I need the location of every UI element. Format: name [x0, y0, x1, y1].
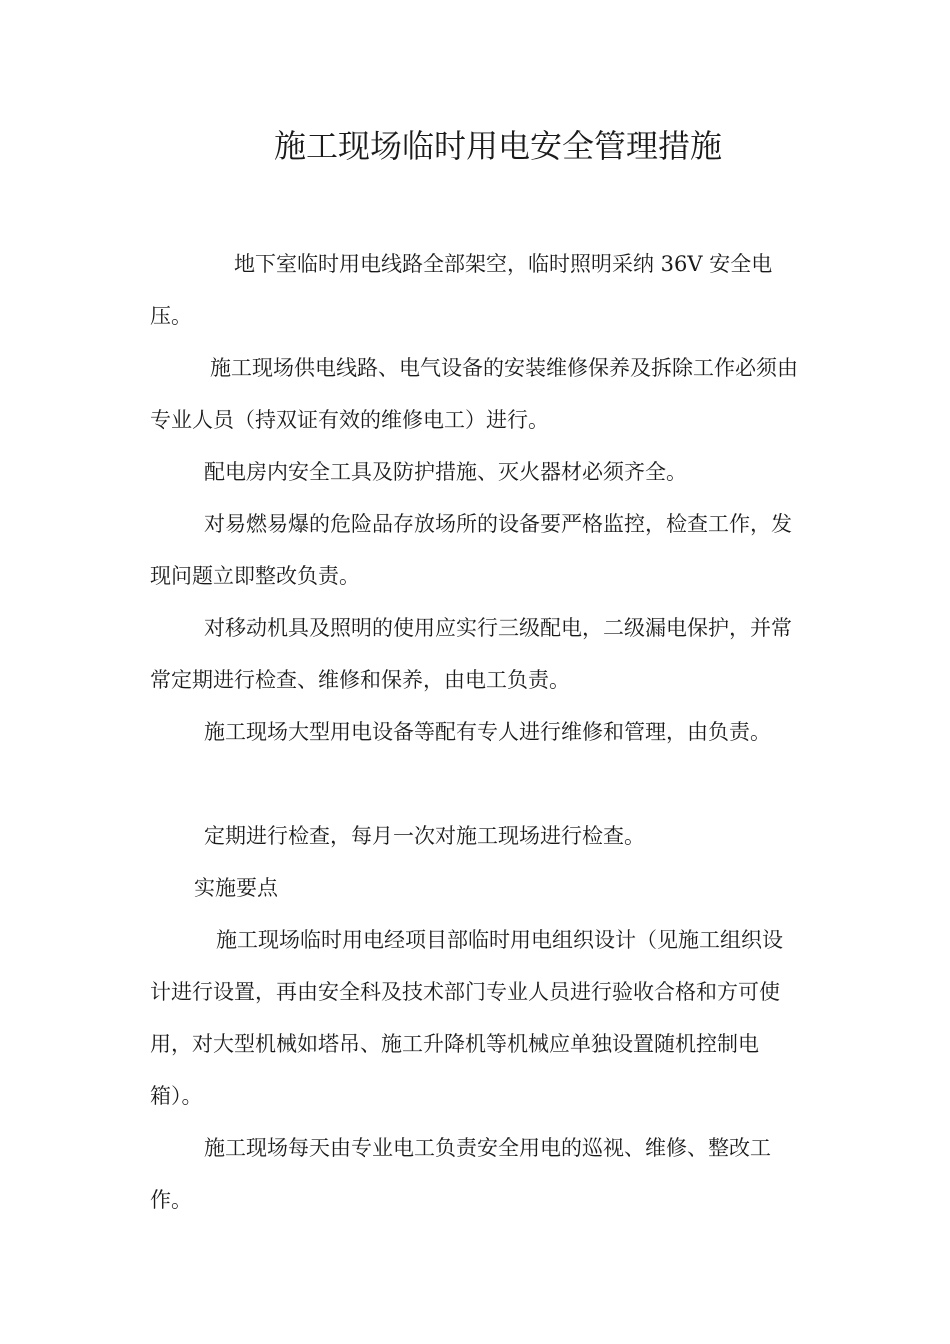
paragraph-underground-wiring: 地下室临时用电线路全部架空，临时照明采纳 36V 安全电压。 [150, 252, 773, 328]
paragraph-daily-patrol: 施工现场每天由专业电工负责安全用电的巡视、维修、整改工作。 [150, 1136, 771, 1212]
section-heading-key-points: 实施要点 [194, 876, 278, 900]
paragraph-qualified-personnel: 施工现场供电线路、电气设备的安装维修保养及拆除工作必须由专业人员（持双证有效的维修电工）进行。 [150, 356, 798, 432]
paragraph-temporary-power-design: 施工现场临时用电经项目部临时用电组织设计（见施工组织设计进行设置，再由安全科及技术部门专业人员进行验收合格和方可使用，对大型机械如塔吊、施工升降机等机械应单独设置随机控制电箱）。 [150, 928, 783, 1108]
paragraph-monthly-inspection: 定期进行检查，每月一次对施工现场进行检查。 [204, 824, 645, 848]
paragraph-large-equipment: 施工现场大型用电设备等配有专人进行维修和管理，由负责。 [204, 720, 771, 744]
paragraph-mobile-equipment: 对移动机具及照明的使用应实行三级配电，二级漏电保护，并常常定期进行检查、维修和保养，由电工负责。 [150, 616, 792, 692]
paragraph-hazardous-storage: 对易燃易爆的危险品存放场所的设备要严格监控，检查工作，发现问题立即整改负责。 [150, 512, 792, 588]
document-title: 施工现场临时用电安全管理措施 [274, 127, 723, 165]
paragraph-distribution-room: 配电房内安全工具及防护措施、灭火器材必须齐全。 [204, 460, 687, 484]
